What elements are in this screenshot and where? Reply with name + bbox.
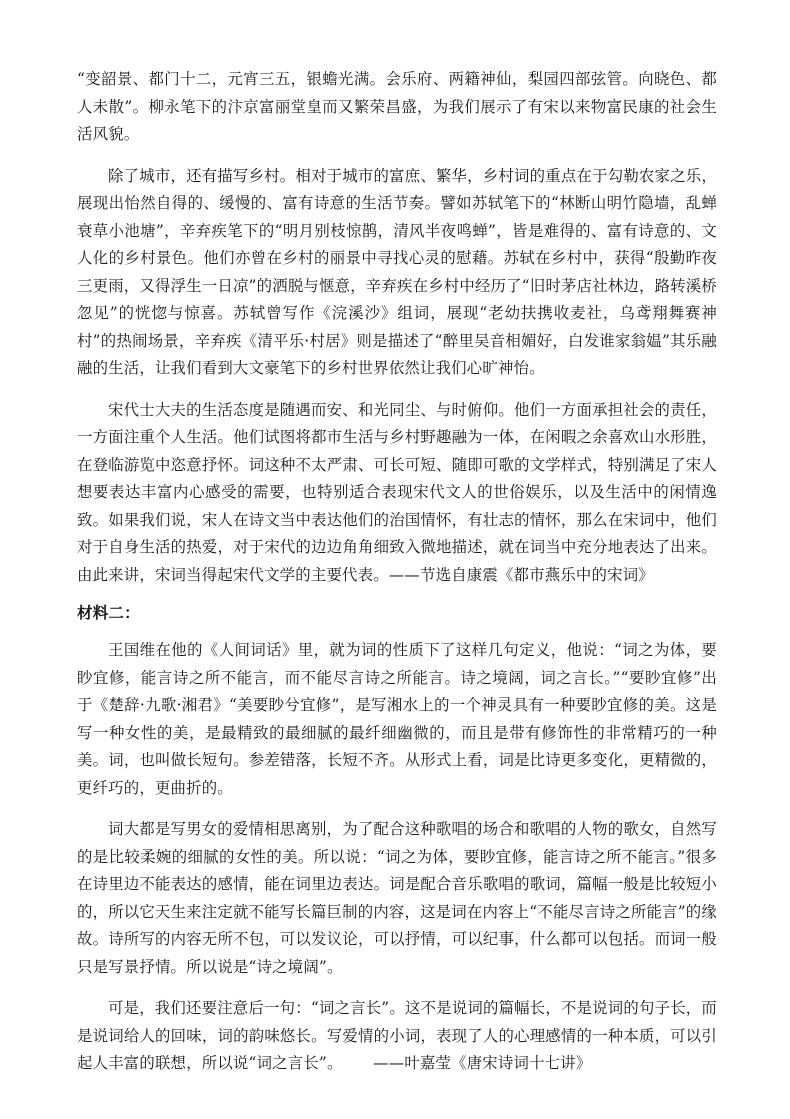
material-one-paragraph-1: “变韶景、都门十二，元宵三五，银蟾光满。会乐府、两籍神仙，梨园四部弦管。向晓色、都人未散”。柳永笔下的汴京富丽堂皇而又繁荣昌盛，为我们展示了有宋以来物富民康的社会生活风貌。 (77, 70, 717, 143)
material-one-paragraph-3-text: 宋代士大夫的生活态度是随遇而安、和光同尘、与时俯仰。他们一方面承担社会的责任，一方面注重个人生活。他们试图将都市生活与乡村野趣融为一体，在闲暇之余喜欢山水形胜，在登临游览中恣意抒怀。词这种不太严肃、可长可短、随即可歌的文学样式，特别满足了宋人想要表达丰富内心感受的需要，也特别适合表现宋代文人的世俗娱乐，以及生活中的闲情逸致。如果我们说，宋人在诗文当中表达他们的治国情怀，有壮志的情怀，那么在宋词中，他们对于自身生活的热爱，对于宋代的边边角角细致入微地描述，就在词当中充分地表达了出来。由此来讲，宋词当得起宋代文学的主要代表。 (77, 400, 717, 584)
material-one-paragraph-3 (77, 397, 717, 590)
material-two-paragraph-2: 词大都是写男女的爱情相思离别，为了配合这种歌唱的场合和歌唱的人物的歌女，自然写的是比较柔婉的细腻的女性的美。所以说：“词之为体，要眇宜修，能言诗之所不能言。”很多在诗里边不能表达的感情，能在词里边表达。词是配合音乐歌唱的歌词，篇幅一般是比较短小的，所以它天生来注定就不能写长篇巨制的内容，这是词在内容上“不能尽言诗之所能言”的缘故。诗所写的内容无所不包，可以发议论，可以抒情，可以纪事，什么都可以包括。而词一般只是写景抒情。所以说是“诗之境阔”。 (77, 820, 717, 976)
document-body (77, 66, 717, 1078)
material-one-source-citation: ——节选自康震《都市燕乐中的宋词》 (388, 565, 654, 584)
material-one-paragraph-2: 除了城市，还有描写乡村。相对于城市的富庶、繁华，乡村词的重点在于勾勒农家之乐，展现出怡然自得的、缓慢的、富有诗意的生活节奏。譬如苏轼笔下的“林断山明竹隐墙，乱蝉衰草小池塘”，辛弃疾笔下的“明月别枝惊鹊，清风半夜鸣蝉”，皆是难得的、富有诗意的、文人化的乡村景色。他们亦曾在乡村的丽景中寻找心灵的慰藉。苏轼在乡村中，获得“殷勤昨夜三更雨，又得浮生一日凉”的洒脱与惬意，辛弃疾在乡村中经历了“旧时茅店社林边，路转溪桥忽见”的恍惚与惊喜。苏轼曾写作《浣溪沙》组词，展现“老幼扶携收麦社，乌鸢翔舞赛神村”的热闹场景，辛弃疾《清平乐·村居》则是描述了“醉里吴音相媚好，白发谁家翁媪”其乐融融的生活，让我们看到大文豪笔下的乡村世界依然让我们心旷神怡。 (77, 166, 717, 377)
material-two-source-citation: ——叶嘉莹《唐宋诗词十七讲》 (373, 1054, 592, 1072)
material-two-paragraph-3 (77, 995, 717, 1078)
material-two-paragraph-1: 王国维在他的《人间词话》里，就为词的性质下了这样几句定义，他说：“词之为体，要眇宜修，能言诗之所不能言，而不能尽言诗之所能言。诗之境阔，词之言长。”“要眇宜修”出于《楚辞·九歌·湘君》“美要眇兮宜修”，是写湘水上的一个神灵具有一种要眇宜修的美。这是写一种女性的美，是最精致的最细腻的最纤细幽微的，而且是带有修饰性的非常精巧的一种美。词，也叫做长短句。参差错落，长短不齐。从形式上看，词是比诗更多变化，更精微的，更纤巧的，更曲折的。 (77, 641, 717, 797)
material-two-paragraph-3-text: 可是，我们还要注意后一句：“词之言长”。这不是说词的篇幅长，不是说词的句子长，而是说词给人的回味，词的韵味悠长。写爱情的小词，表现了人的心理感情的一种本质，可以引起人丰富的联想，所以说“词之言长”。 (77, 999, 717, 1072)
material-two-heading: 材料二： (77, 604, 140, 622)
